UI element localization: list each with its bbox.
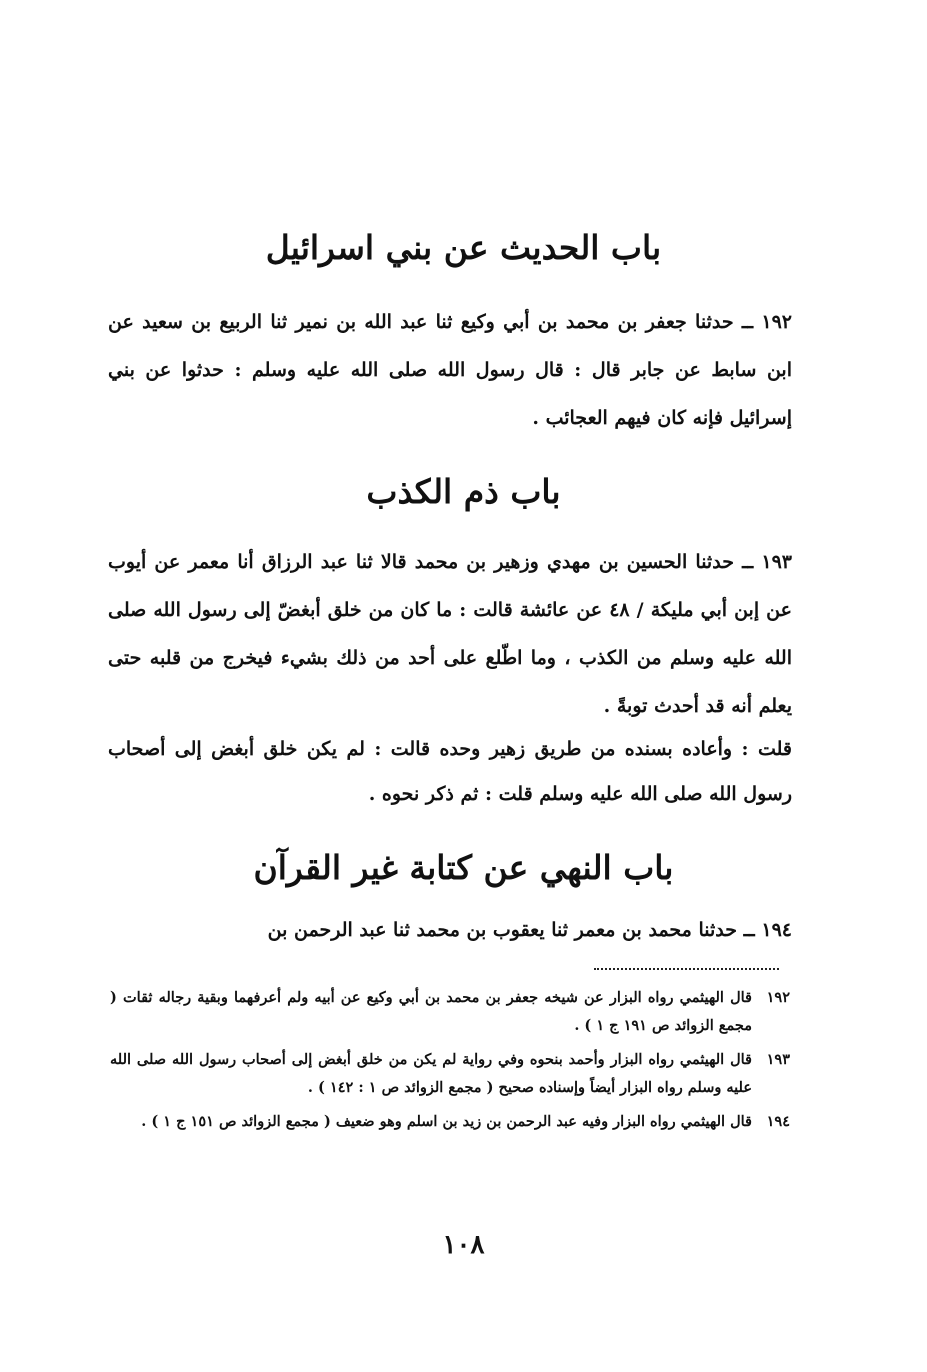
footnote-192 bbox=[110, 984, 790, 1040]
hadith-193: ١٩٣ ــ حدثنا الحسين بن مهدي وزهير بن محمد قالا ثنا عبد الرزاق أنا معمر عن أيوب عن إبن أبي مليكة / ٤٨ عن عائشة قالت : ما كان من خلق أبغضّ إلى رسول الله صلى الله عليه وسلم من الكذب ، وما اطّلع على أحد من ذلك بشيء فيخرج من قلبه حتى يعلم أنه قد أحدث توبةً . bbox=[108, 551, 792, 717]
footnote-number: ١٩٤ bbox=[766, 1113, 790, 1130]
chapter-heading-lying: باب ذم الكذب bbox=[366, 472, 561, 511]
chapter-heading-israelites: باب الحديث عن بني اسرائيل bbox=[265, 228, 662, 267]
hadith-194: ١٩٤ ــ حدثنا محمد بن معمر ثنا يعقوب بن محمد ثنا عبد الرحمن بن bbox=[267, 919, 792, 941]
footnote-divider bbox=[594, 968, 779, 970]
page-number: ١٠٨ bbox=[442, 1230, 485, 1260]
footnote-194 bbox=[110, 1108, 790, 1136]
footnote-text: قال الهيثمي رواه البزار وأحمد بنحوه وفي رواية لم يكن من خلق أبغض إلى أصحاب رسول الله صلى الله عليه وسلم رواه البزار أيضاً وإسناده صحيح ( مجمع الزوائد ص ١ : ١٤٢ ) . bbox=[110, 1051, 752, 1096]
footnote-number: ١٩٣ bbox=[766, 1051, 790, 1068]
footnote-text: قال الهيثمي رواه البزار عن شيخه جعفر بن محمد بن أبي وكيع عن أبيه ولم أعرفهما وبقية رجاله ثقات ( مجمع الزوائد ص ١٩١ ج ١ ) . bbox=[110, 989, 752, 1034]
footnote-text: قال الهيثمي رواه البزار وفيه عبد الرحمن بن زيد بن اسلم وهو ضعيف ( مجمع الزوائد ص ١٥١ ج ١ ) . bbox=[141, 1113, 752, 1130]
footnotes bbox=[110, 984, 790, 1136]
footnote-number: ١٩٢ bbox=[766, 989, 790, 1006]
chapter-heading-writing: باب النهي عن كتابة غير القرآن bbox=[253, 848, 674, 887]
hadith-192: ١٩٢ ــ حدثنا جعفر بن محمد بن أبي وكيع ثنا عبد الله بن نمير ثنا الربيع بن سعيد عن ابن سابط عن جابر قال : قال رسول الله صلى الله عليه وسلم : حدثوا عن بني إسرائيل فإنه كان فيهم العجائب . bbox=[108, 311, 792, 429]
hadith-193-note: قلت : وأعاده بسنده من طريق زهير وحده قالت : لم يكن خلق أبغض إلى أصحاب رسول الله صلى الله عليه وسلم قلت : ثم ذكر نحوه . bbox=[108, 738, 792, 805]
footnote-193 bbox=[110, 1046, 790, 1102]
